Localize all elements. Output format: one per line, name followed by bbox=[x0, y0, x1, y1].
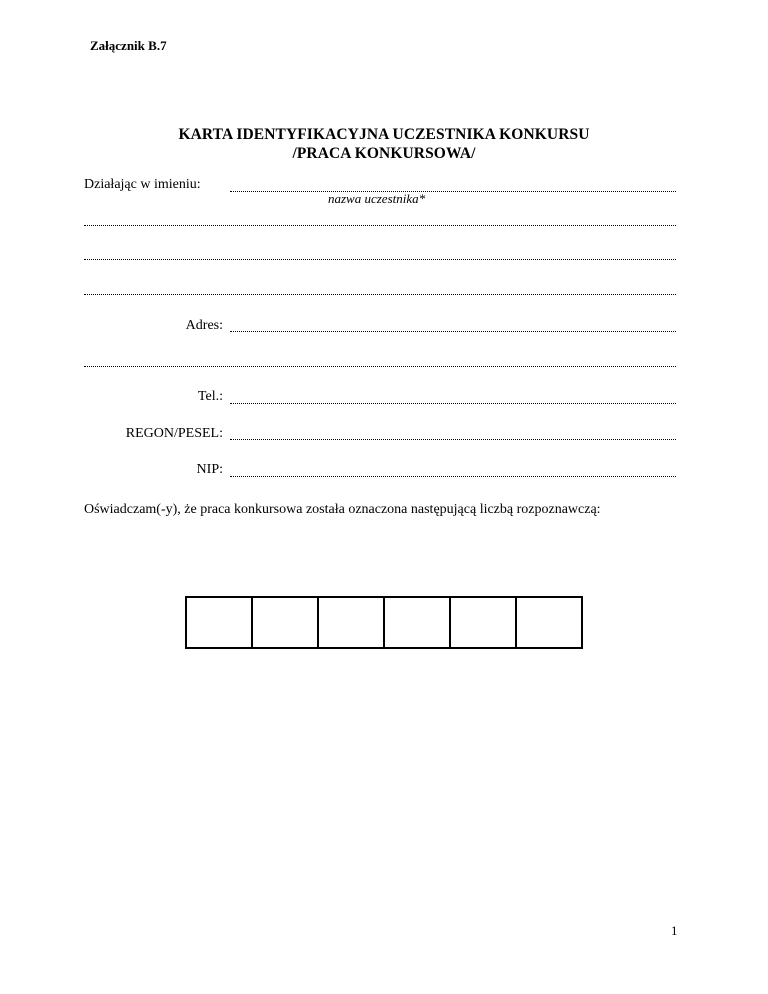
annex-label: Załącznik B.7 bbox=[90, 38, 167, 53]
identification-digit-box[interactable] bbox=[187, 598, 253, 647]
phone-label: Tel.: bbox=[197, 389, 223, 404]
participant-name-line-3[interactable] bbox=[84, 259, 676, 260]
page-number: 1 bbox=[671, 923, 678, 938]
form-subtitle: /PRACA KONKURSOWA/ bbox=[292, 145, 476, 162]
address-field[interactable] bbox=[230, 331, 676, 332]
identification-digit-box[interactable] bbox=[385, 598, 451, 647]
identification-digit-box[interactable] bbox=[517, 598, 581, 647]
acting-on-behalf-label: Działając w imieniu: bbox=[84, 177, 201, 192]
identification-digit-box[interactable] bbox=[451, 598, 517, 647]
identification-digit-box[interactable] bbox=[319, 598, 385, 647]
identification-number-boxes bbox=[185, 596, 583, 649]
participant-name-field[interactable] bbox=[230, 191, 676, 192]
regon-pesel-label: REGON/PESEL: bbox=[125, 426, 223, 441]
form-title: KARTA IDENTYFIKACYJNA UCZESTNIKA KONKURSU bbox=[178, 126, 590, 143]
address-label: Adres: bbox=[185, 318, 223, 333]
participant-name-hint: nazwa uczestnika* bbox=[328, 191, 426, 206]
identification-digit-box[interactable] bbox=[253, 598, 319, 647]
phone-field[interactable] bbox=[230, 403, 676, 404]
nip-field[interactable] bbox=[230, 476, 676, 477]
address-line-2[interactable] bbox=[84, 366, 676, 367]
participant-name-line-4[interactable] bbox=[84, 294, 676, 295]
participant-name-line-2[interactable] bbox=[84, 225, 676, 226]
regon-pesel-field[interactable] bbox=[230, 439, 676, 440]
declaration-text: Oświadczam(-y), że praca konkursowa została oznaczona następującą liczbą rozpoznawczą: bbox=[84, 502, 601, 517]
nip-label: NIP: bbox=[196, 462, 223, 477]
